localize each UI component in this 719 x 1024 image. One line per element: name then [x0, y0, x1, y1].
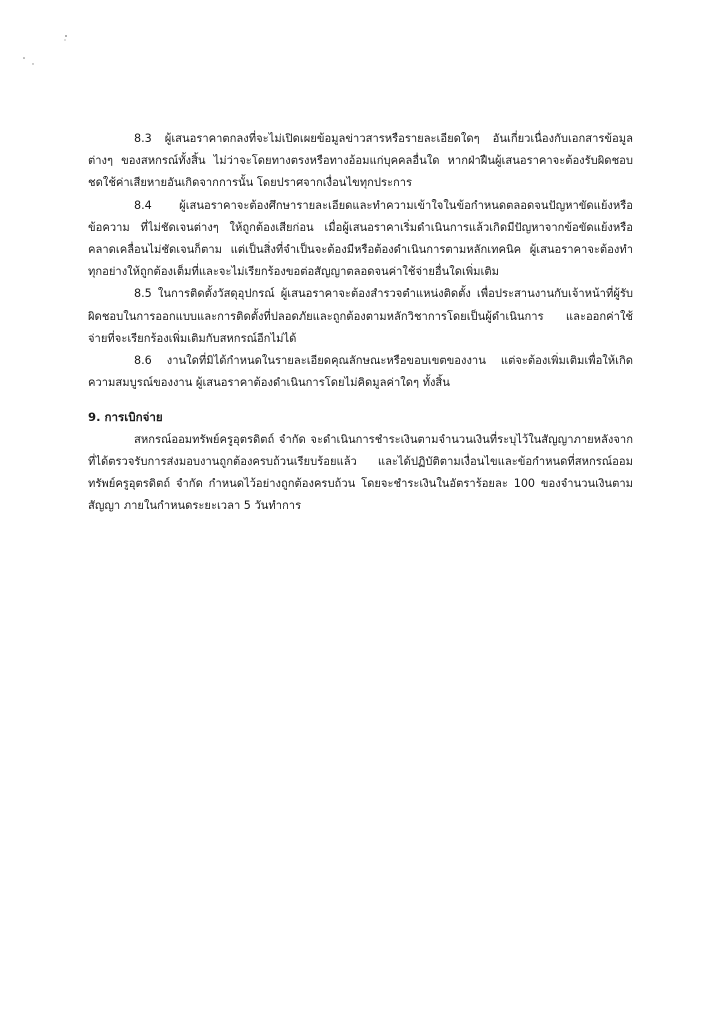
- scan-specks: [18, 30, 78, 70]
- paragraph-8-4: 8.4 ผู้เสนอราคาจะต้องศึกษารายละเอียดและทำความเข้าใจในข้อกำหนดตลอดจนปัญหาขัดแย้งหรือข้อความ ที่ไม่ชัดเจนต่างๆ ให้ถูกต้องเสียก่อน เมื่อผู้เสนอราคาเริ่มดำเนินการแล้วเกิดมีปัญหาจากข้อขัดแย้งหรือคลาดเคลื่อนไม่ชัดเจนก็ตาม แต่เป็นสิ่งที่จำเป็นจะต้องมีหรือต้องดำเนินการตามหลักเทคนิค ผู้เสนอราคาจะต้องทำทุกอย่างให้ถูกต้องเต็มที่และจะไม่เรียกร้องขอต่อสัญญาตลอดจนค่าใช้จ่ายอื่นใดเพิ่มเติม: [88, 198, 633, 279]
- section-9-heading: 9. การเบิกจ่าย: [88, 410, 163, 425]
- paragraph-8-6: 8.6 งานใดที่มิได้กำหนดในรายละเอียดคุณลักษณะหรือขอบเขตของงาน แต่จะต้องเพิ่มเติมเพื่อให้เกิดความสมบูรณ์ของงาน ผู้เสนอราคาต้องดำเนินการโดยไม่คิดมูลค่าใดๆ ทั้งสิ้น: [88, 354, 633, 390]
- section-9-body: สหกรณ์ออมทรัพย์ครูอุตรดิตถ์ จำกัด จะดำเนินการชำระเงินตามจำนวนเงินที่ระบุไว้ในสัญญาภายหลังจากที่ได้ตรวจรับการส่งมอบงานถูกต้องครบถ้วนเรียบร้อยแล้ว และได้ปฏิบัติตามเงื่อนไขและข้อกำหนดที่สหกรณ์ออมทรัพย์ครูอุตรดิตถ์ จำกัด กำหนดไว้อย่างถูกต้องครบถ้วน โดยจะชำระเงินในอัตราร้อยละ 100 ของจำนวนเงินตามสัญญา ภายในกำหนดระยะเวลา 5 วันทำการ: [88, 432, 633, 513]
- paragraph-8-5: 8.5 ในการติดตั้งวัสดุอุปกรณ์ ผู้เสนอราคาจะต้องสำรวจตำแหน่งติดตั้ง เพื่อประสานงานกับเจ้าหน้าที่ผู้รับผิดชอบในการออกแบบและการติดตั้งที่ปลอดภัยและถูกต้องตามหลักวิชาการโดยเป็นผู้ดำเนินการ และออกค่าใช้จ่ายที่จะเรียกร้องเพิ่มเติมกับสหกรณ์อีกไม่ได้: [88, 287, 633, 345]
- document-body: [88, 128, 633, 517]
- paragraph-8-3: 8.3 ผู้เสนอราคาตกลงที่จะไม่เปิดเผยข้อมูลข่าวสารหรือรายละเอียดใดๆ อันเกี่ยวเนื่องกับเอกสารข้อมูลต่างๆ ของสหกรณ์ทั้งสิ้น ไม่ว่าจะโดยทางตรงหรือทางอ้อมแก่บุคคลอื่นใด หากฝ่าฝืนผู้เสนอราคาจะต้องรับผิดชอบชดใช้ค่าเสียหายอันเกิดจากการนั้น โดยปราศจากเงื่อนไขทุกประการ: [88, 132, 633, 190]
